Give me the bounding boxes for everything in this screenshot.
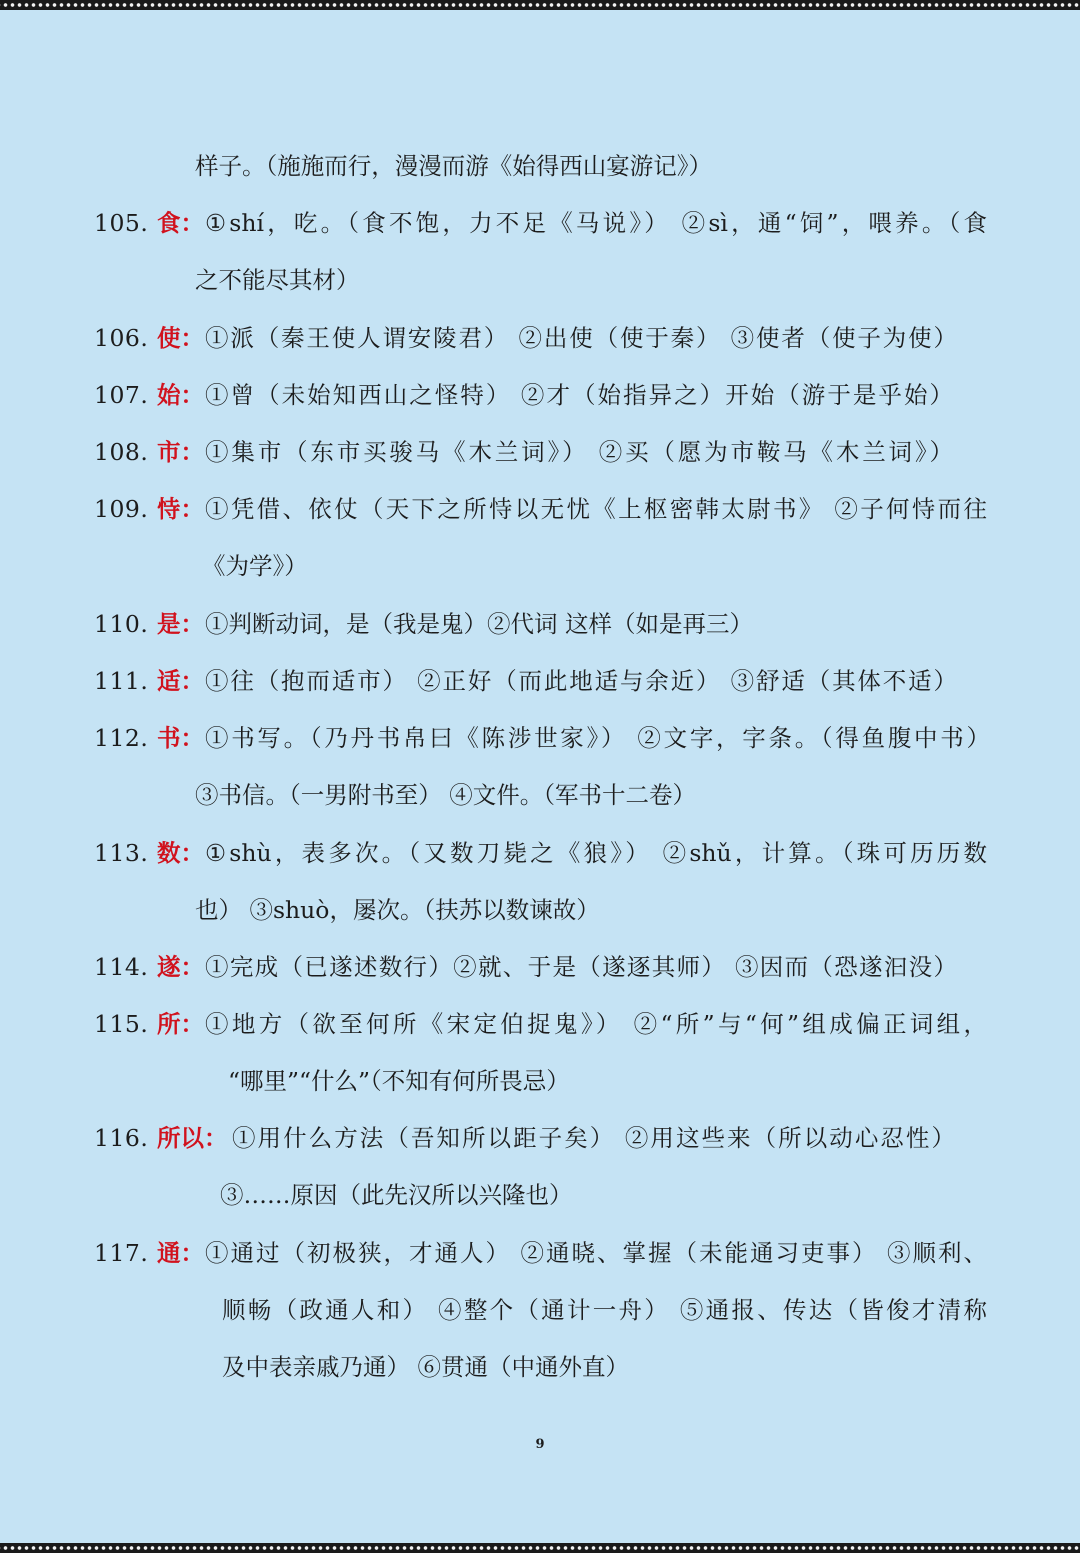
entry-number: 112. [94, 724, 149, 752]
entry-108 [0, 432, 1080, 472]
continuation-line [0, 260, 1080, 300]
entry-definition: ①往（抱而适市） ②正好（而此地适与余近） ③舒适（其体不适） [205, 667, 957, 695]
entry-definition: ①用什么方法（吾知所以距子矣） ②用这些来（所以动心忍性） [232, 1124, 955, 1152]
entry-definition: ①集市（东市买骏马《木兰词》） ②买（愿为市鞍马《木兰词》） [205, 438, 953, 466]
entry-headword: 是： [157, 610, 204, 638]
entry-number: 106. [94, 324, 149, 352]
entry-number: 114. [94, 953, 149, 981]
entry-115 [0, 1004, 1080, 1044]
continuation-line [0, 546, 1080, 586]
entry-headword: 恃： [157, 495, 204, 523]
entry-114 [0, 947, 1080, 987]
entry-number: 109. [94, 495, 149, 523]
entry-number: 115. [94, 1010, 149, 1038]
entry-112 [0, 718, 1080, 758]
entry-headword: 数： [157, 839, 204, 867]
page-number: 9 [535, 1437, 545, 1452]
entry-headword: 所： [157, 1010, 204, 1038]
continuation-line [0, 1347, 1080, 1387]
entry-110 [0, 604, 1080, 644]
entry-111 [0, 661, 1080, 701]
continuation-line [0, 1290, 1080, 1330]
entry-definition: ①完成（已遂述数行）②就、于是（遂逐其师） ③因而（恐遂汩没） [205, 953, 957, 981]
entry-definition: ①判断动词，是（我是鬼）②代词 这样（如是再三） [205, 610, 753, 638]
entry-headword: 使： [157, 324, 204, 352]
entry-number: 110. [94, 610, 149, 638]
entry-107 [0, 375, 1080, 415]
entry-definition: ①地方（欲至何所《宋定伯捉鬼》） ②“所”与“何”组成偏正词组， [205, 1010, 987, 1038]
entry-definition: ①通过（初极狭，才通人） ②通晓、掌握（未能通习吏事） ③顺利、 [205, 1239, 987, 1267]
entry-definition: ①书写。（乃丹书帛曰《陈涉世家》） ②文字，字条。（得鱼腹中书） [205, 724, 990, 752]
entry-definition: ①派（秦王使人谓安陵君） ②出使（使于秦） ③使者（使子为使） [205, 324, 957, 352]
entry-definition: ①shí，吃。（食不饱，力不足《马说》） ②sì，通“饲”，喂养。（食 [205, 209, 987, 237]
entry-headword: 适： [157, 667, 204, 695]
entry-number: 108. [94, 438, 149, 466]
entry-number: 113. [94, 839, 149, 867]
entry-definition: ①shù，表多次。（又数刀毙之《狼》） ②shǔ，计算。（珠可历历数 [205, 839, 987, 867]
entry-continuation: 样子。（施施而行，漫漫而游《始得西山宴游记》） [195, 152, 712, 180]
entry-continuation: 及中表亲戚乃通） ⑥贯通（中通外直） [222, 1353, 629, 1381]
entry-106 [0, 318, 1080, 358]
entry-headword: 遂： [157, 953, 204, 981]
entry-continuation: “哪里”“什么”（不知有何所畏忌） [228, 1067, 570, 1095]
entry-definition: ①曾（未始知西山之怪特） ②才（始指异之）开始（游于是乎始） [205, 381, 953, 409]
entry-continuation: ③书信。（一男附书至） ④文件。（军书十二卷） [195, 781, 696, 809]
entry-continuation: 顺畅（政通人和） ④整个（通计一舟） ⑤通报、传达（皆俊才清称 [222, 1296, 987, 1324]
entry-105 [0, 203, 1080, 243]
continuation-line [0, 146, 1080, 186]
continuation-line [0, 775, 1080, 815]
entry-number: 116. [94, 1124, 149, 1152]
decorative-border-top [0, 0, 1080, 10]
entry-continuation: 也） ③shuò，屡次。（扶苏以数谏故） [195, 896, 600, 924]
entry-continuation: ③……原因（此先汉所以兴隆也） [220, 1181, 573, 1209]
continuation-line [0, 1175, 1080, 1215]
entry-116 [0, 1118, 1080, 1158]
entry-continuation: 之不能尽其材） [195, 266, 360, 294]
entry-headword: 书： [157, 724, 204, 752]
continuation-line [0, 1061, 1080, 1101]
entry-continuation: 《为学》） [202, 552, 308, 580]
entry-headword: 所以： [157, 1124, 228, 1152]
entry-number: 107. [94, 381, 149, 409]
entry-117 [0, 1233, 1080, 1273]
entry-number: 117. [94, 1239, 149, 1267]
continuation-line [0, 890, 1080, 930]
entry-definition: ①凭借、依仗（天下之所恃以无忧《上枢密韩太尉书》 ②子何恃而往 [205, 495, 987, 523]
decorative-border-bottom [0, 1543, 1080, 1553]
entry-headword: 通： [157, 1239, 204, 1267]
entry-number: 111. [94, 667, 149, 695]
entry-113 [0, 833, 1080, 873]
entry-109 [0, 489, 1080, 529]
entry-headword: 食： [157, 209, 204, 237]
entry-headword: 市： [157, 438, 204, 466]
entry-headword: 始： [157, 381, 204, 409]
entry-number: 105. [94, 209, 149, 237]
